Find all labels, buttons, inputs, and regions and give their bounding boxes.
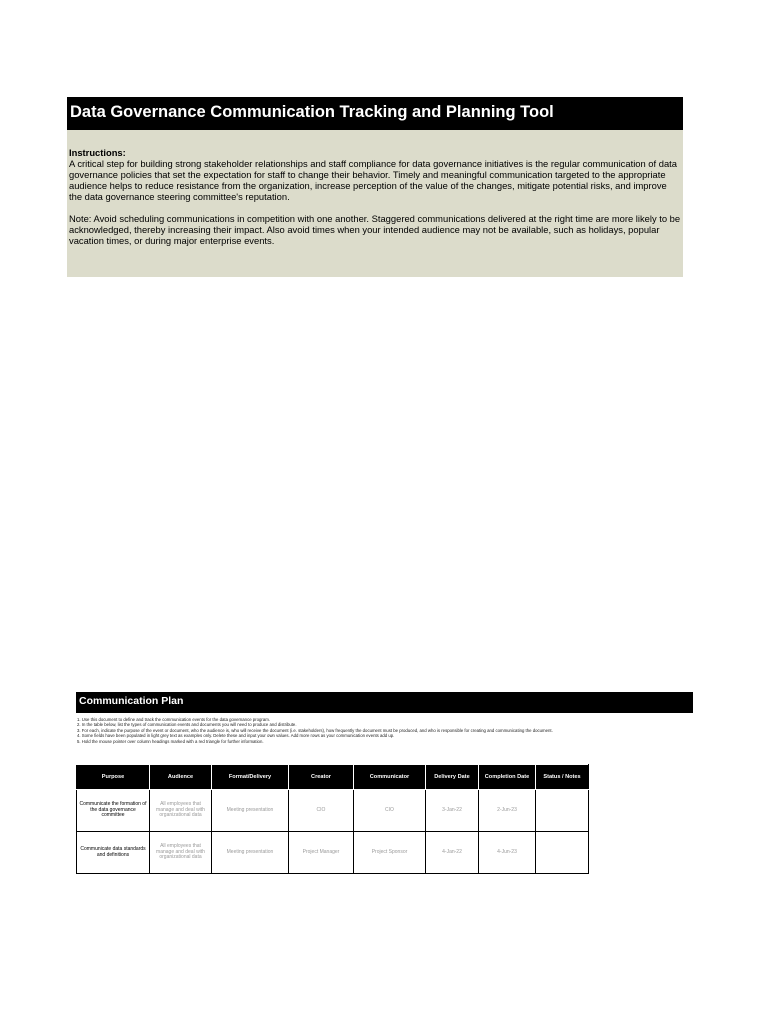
column-header-creator[interactable]: Creator bbox=[289, 765, 354, 790]
table-header-row bbox=[77, 765, 589, 790]
cell-audience[interactable]: All employees that manage and deal with organizational data bbox=[150, 790, 212, 832]
column-header-communicator[interactable]: Communicator bbox=[354, 765, 426, 790]
column-header-delivery-date[interactable]: Delivery Date bbox=[426, 765, 479, 790]
cell-communicator[interactable]: Project Sponsor bbox=[354, 832, 426, 874]
communication-plan-table bbox=[76, 764, 589, 874]
plan-step: 5. Hold the mouse pointer over column headings marked with a red triangle for further information. bbox=[77, 738, 264, 744]
plan-step: 2. In the table below, list the types of communication events and documents you will need to produce and distribute. bbox=[77, 722, 297, 728]
instructions-heading: Instructions: bbox=[69, 147, 126, 158]
cell-purpose[interactable]: Communicate data standards and definitions bbox=[77, 832, 150, 874]
communication-plan bbox=[76, 692, 693, 861]
plan-step: 3. For each, indicate the purpose of the event or document, who the audience is, who will receive the document (i.e. stakeholders), how frequently the document must be produced, and who is responsible for creating and communicating the document. bbox=[77, 727, 553, 733]
tool-title: Data Governance Communication Tracking and Planning Tool bbox=[67, 97, 683, 130]
plan-step: 4. Some fields have been populated in light grey text as examples only. Delete these and input your own values. Add more rows as your communication events add up. bbox=[77, 733, 395, 739]
cell-delivery-date[interactable]: 4-Jan-22 bbox=[426, 832, 479, 874]
column-header-format-delivery[interactable]: Format/Delivery bbox=[212, 765, 289, 790]
table-row bbox=[77, 790, 589, 832]
instructions-panel bbox=[67, 97, 683, 277]
column-header-status-notes[interactable]: Status / Notes bbox=[536, 765, 589, 790]
cell-creator[interactable]: CIO bbox=[289, 790, 354, 832]
instructions-note: Note: Avoid scheduling communications in competition with one another. Staggered communications delivered at the right time are more likely to be acknowledged, thereby increasing their impact. Also avoid times when your intended audience may not be available, such as holidays, popular vacation times, or during major enterprise events. bbox=[69, 213, 681, 246]
cell-format-delivery[interactable]: Meeting presentation bbox=[212, 832, 289, 874]
cell-status-notes[interactable] bbox=[536, 832, 589, 874]
cell-status-notes[interactable] bbox=[536, 790, 589, 832]
column-header-completion-date[interactable]: Completion Date bbox=[479, 765, 536, 790]
cell-completion-date[interactable]: 2-Jun-23 bbox=[479, 790, 536, 832]
cell-delivery-date[interactable]: 3-Jan-22 bbox=[426, 790, 479, 832]
plan-steps-list bbox=[77, 717, 597, 744]
communication-plan-title: Communication Plan bbox=[76, 692, 693, 713]
cell-completion-date[interactable]: 4-Jun-23 bbox=[479, 832, 536, 874]
cell-format-delivery[interactable]: Meeting presentation bbox=[212, 790, 289, 832]
cell-audience[interactable]: All employees that manage and deal with organizational data bbox=[150, 832, 212, 874]
cell-purpose[interactable]: Communicate the formation of the data governance committee bbox=[77, 790, 150, 832]
column-header-audience[interactable]: Audience bbox=[150, 765, 212, 790]
plan-step: 1. Use this document to define and track the communication events for the data governance program. bbox=[77, 717, 270, 722]
cell-creator[interactable]: Project Manager bbox=[289, 832, 354, 874]
table-row bbox=[77, 832, 589, 874]
instructions-paragraph: A critical step for building strong stakeholder relationships and staff compliance for data governance initiatives is the regular communication of data governance policies that set the expectation for staff to change their behavior. Timely and meaningful communication targeted to the appropriate audience helps to reduce resistance from the organization, increase perception of the value of the changes, mitigate potential risks, and improve the data governance steering committee's reputation. bbox=[69, 158, 677, 202]
column-header-purpose[interactable]: Purpose bbox=[77, 765, 150, 790]
cell-communicator[interactable]: CIO bbox=[354, 790, 426, 832]
instructions-body bbox=[67, 130, 683, 277]
